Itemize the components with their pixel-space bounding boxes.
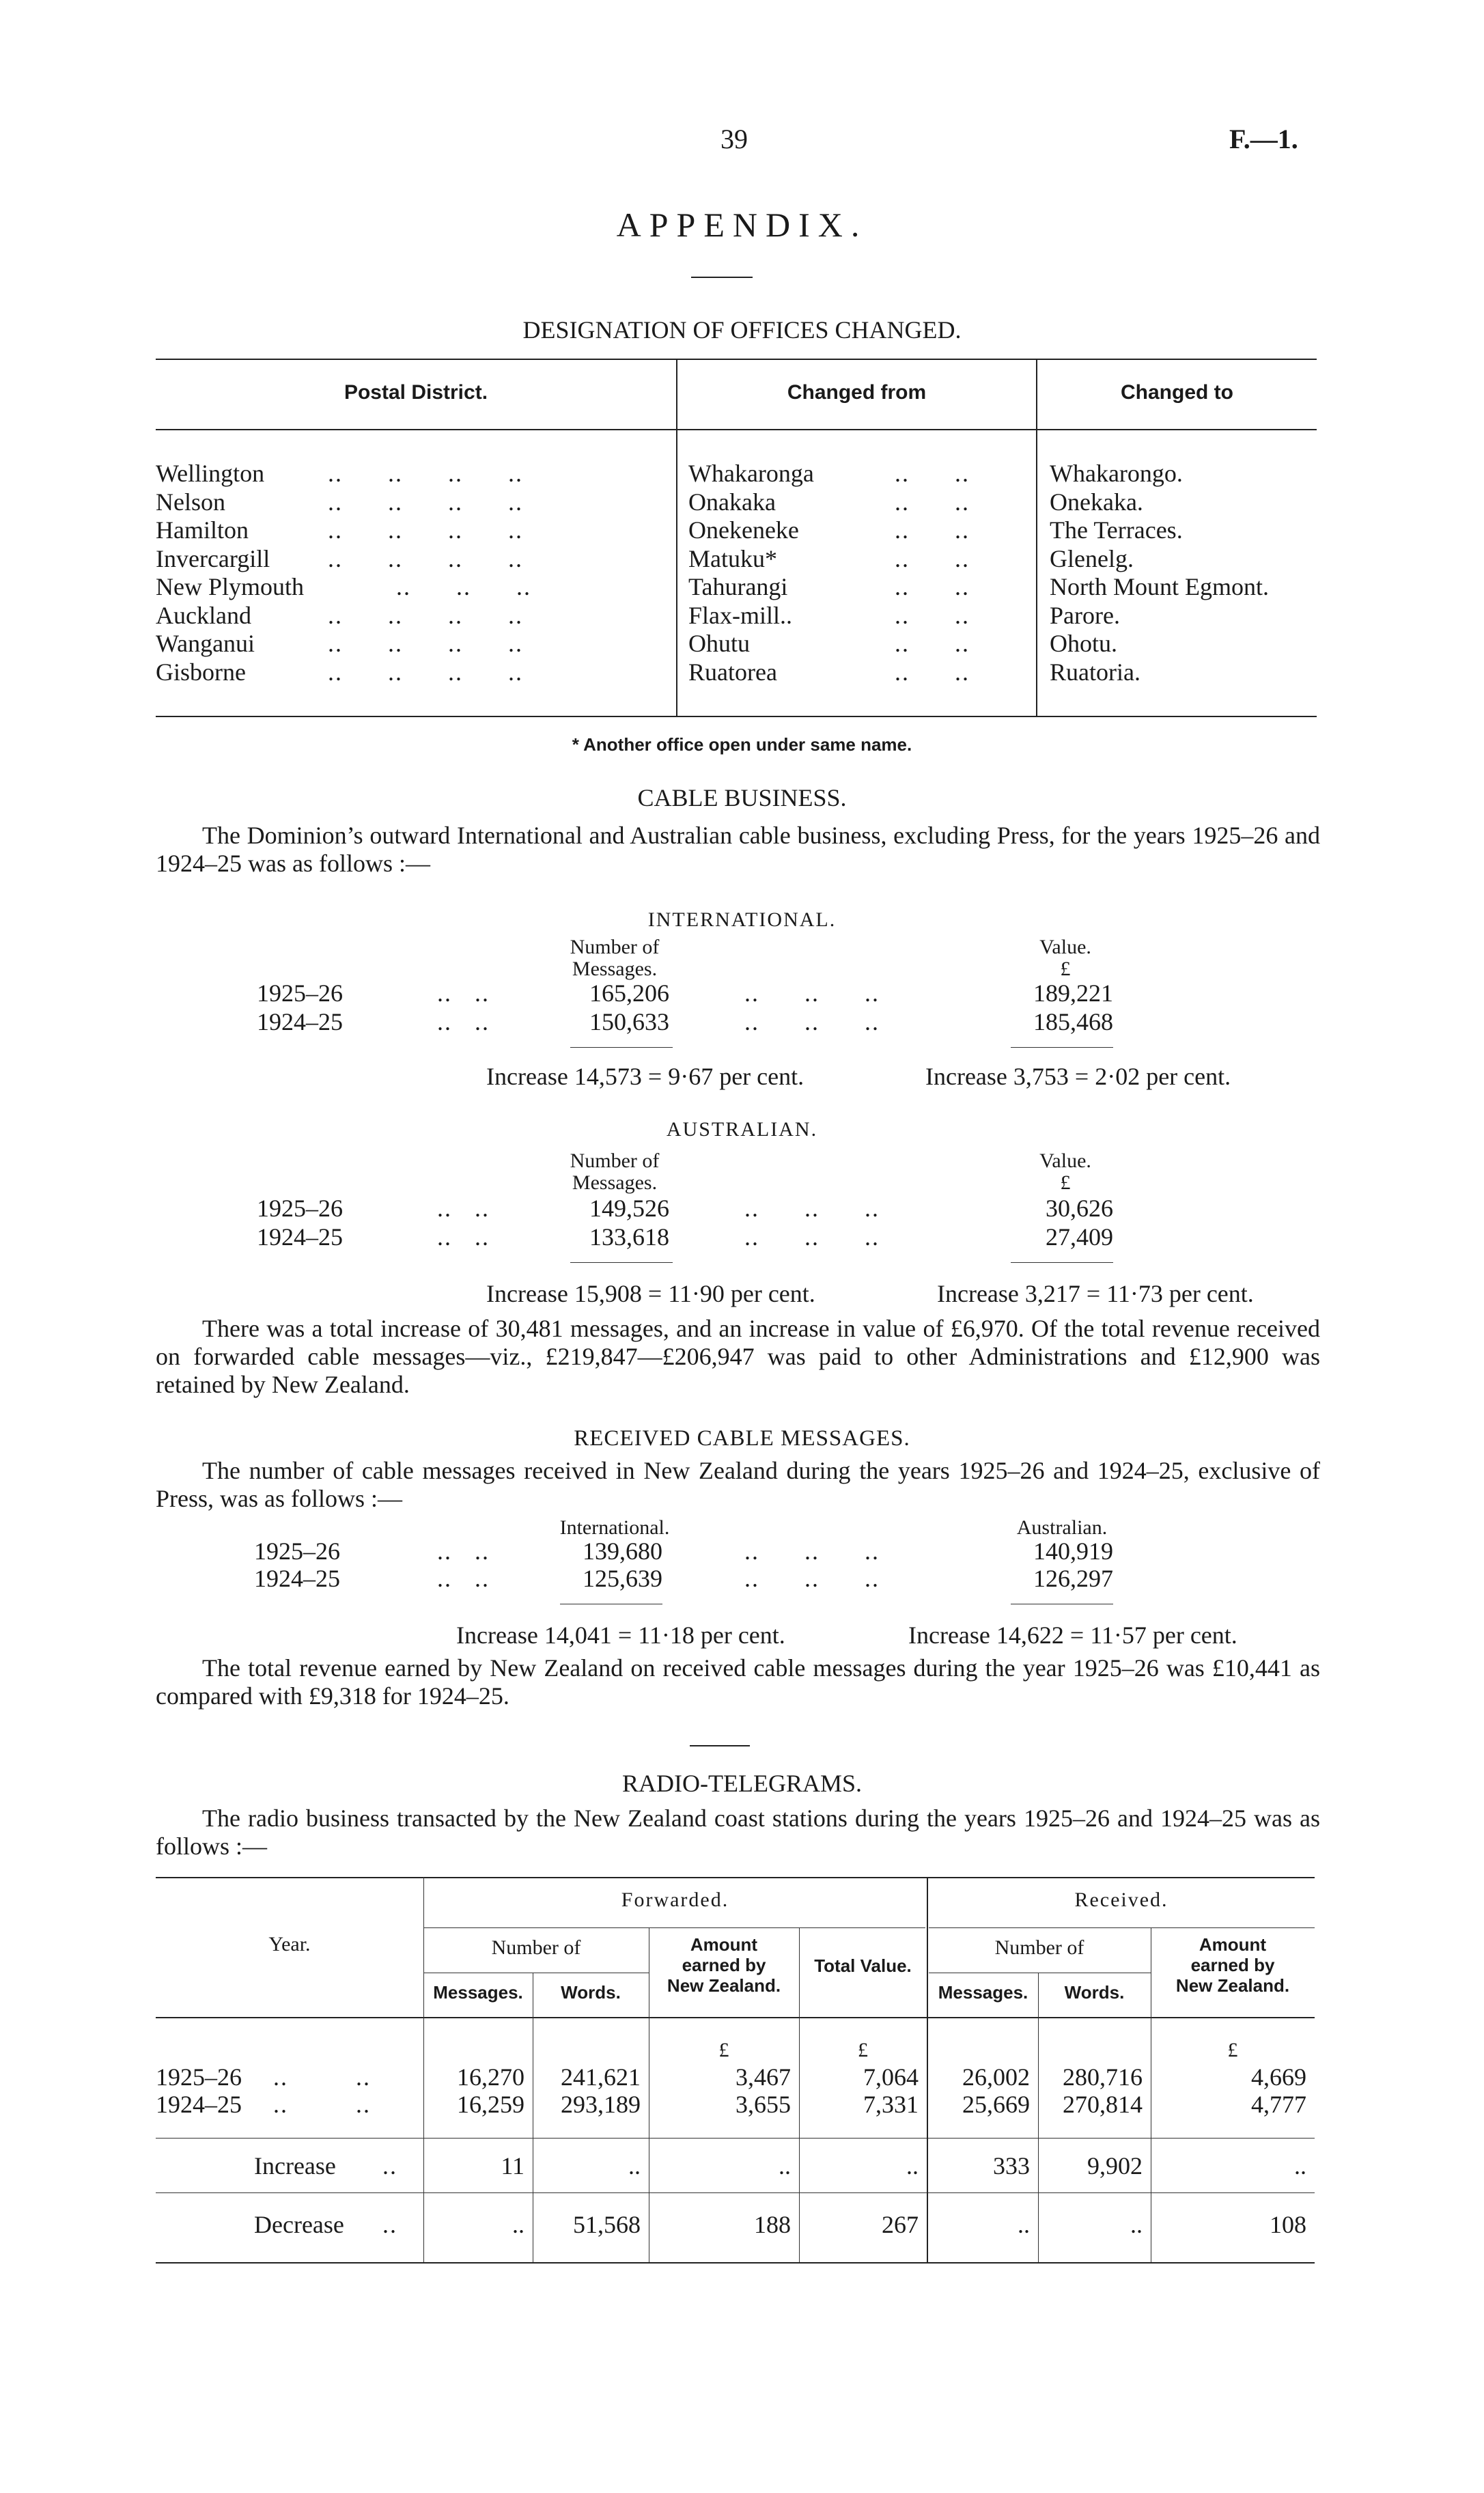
row-value: 3,655 bbox=[736, 2091, 791, 2118]
leader-dots: .. .. bbox=[895, 488, 970, 516]
row-value: 293,189 bbox=[561, 2091, 641, 2118]
changed-from: Whakaronga bbox=[688, 460, 814, 487]
leader-dots: .. .. bbox=[437, 1565, 490, 1592]
table-rule bbox=[156, 2262, 1315, 2264]
postal-district: Gisborne bbox=[156, 658, 246, 686]
received-col-australian: Australian. bbox=[1016, 1516, 1108, 1539]
received-row-international: 125,639 bbox=[583, 1565, 662, 1592]
changed-to: Onekaka. bbox=[1050, 488, 1143, 516]
table-rule bbox=[423, 1927, 925, 1928]
leader-dots: .. .. .. bbox=[744, 1008, 880, 1035]
leader-dots: .. .. bbox=[437, 1223, 490, 1251]
row-value: 16,259 bbox=[457, 2091, 524, 2118]
row-value: 241,621 bbox=[561, 2063, 641, 2091]
received-row-australian: 140,919 bbox=[1033, 1537, 1113, 1565]
table-rule bbox=[156, 359, 1317, 360]
australian-increase-messages: Increase 15,908 = 11·90 per cent. bbox=[486, 1280, 815, 1307]
changed-from: Matuku* bbox=[688, 544, 777, 572]
changed-to: Ruatoria. bbox=[1050, 658, 1140, 686]
leader-dots: .. .. bbox=[437, 1537, 490, 1565]
header-forwarded: Forwarded. bbox=[621, 1889, 729, 1911]
australian-col2b: £ bbox=[1060, 1171, 1071, 1194]
row-year: 1925–26 bbox=[156, 2063, 242, 2091]
row-value: 25,669 bbox=[962, 2091, 1030, 2118]
international-row-messages: 165,206 bbox=[589, 979, 669, 1007]
row-value: .. bbox=[1294, 2152, 1306, 2179]
received-summary-text: The total revenue earned by New Zealand on received cable messages during the year 1925–26 was £10,441 as compared with £9,318 for 1924–25. bbox=[156, 1654, 1320, 1710]
changed-to: North Mount Egmont. bbox=[1050, 573, 1269, 600]
leader-dots: .. bbox=[382, 2211, 397, 2238]
page-reference: F.—1. bbox=[1229, 124, 1298, 154]
leader-dots: .. .. bbox=[273, 2063, 371, 2091]
leader-dots: .. .. .. bbox=[744, 979, 880, 1007]
row-value: 11 bbox=[501, 2152, 524, 2179]
row-value: 16,270 bbox=[457, 2063, 524, 2091]
international-row-value: 185,468 bbox=[1033, 1008, 1113, 1035]
australian-row-year: 1925–26 bbox=[257, 1195, 343, 1222]
leader-dots: .. .. bbox=[895, 658, 970, 686]
row-value: 7,331 bbox=[863, 2091, 919, 2118]
header-year: Year. bbox=[268, 1933, 311, 1955]
sum-rule bbox=[570, 1262, 673, 1263]
header-postal-district: Postal District. bbox=[344, 381, 488, 404]
australian-col1: Number of bbox=[570, 1150, 660, 1172]
leader-dots: .. .. .. bbox=[744, 1195, 880, 1222]
pound-symbol: £ bbox=[858, 2039, 868, 2061]
table-rule bbox=[156, 1877, 1315, 1878]
leader-dots: .. .. .. bbox=[744, 1565, 880, 1592]
row-value: .. bbox=[1018, 2211, 1030, 2238]
divider bbox=[691, 277, 753, 278]
header-forwarded-number-of: Number of bbox=[491, 1936, 581, 1959]
table-column-rule bbox=[1036, 359, 1037, 716]
australian-col1b: Messages. bbox=[572, 1171, 658, 1194]
sum-rule bbox=[1011, 1262, 1113, 1263]
pound-symbol: £ bbox=[718, 2039, 729, 2061]
amount-line: earned by bbox=[682, 1955, 766, 1975]
leader-dots: .. .. bbox=[895, 516, 970, 544]
sum-rule bbox=[570, 1047, 673, 1048]
row-value: 188 bbox=[754, 2211, 791, 2238]
header-received-messages: Messages. bbox=[938, 1982, 1028, 2003]
postal-district: Auckland bbox=[156, 601, 251, 629]
australian-col2: Value. bbox=[1039, 1150, 1091, 1172]
international-row-messages: 150,633 bbox=[589, 1008, 669, 1035]
sum-rule bbox=[1011, 1047, 1113, 1048]
australian-increase-value: Increase 3,217 = 11·73 per cent. bbox=[937, 1280, 1254, 1307]
changed-to: Whakarongo. bbox=[1050, 460, 1183, 487]
leader-dots: .. .. bbox=[895, 573, 970, 600]
international-row-year: 1925–26 bbox=[257, 979, 343, 1007]
received-row-australian: 126,297 bbox=[1033, 1565, 1113, 1592]
changed-to: Parore. bbox=[1050, 601, 1120, 629]
international-col1: Number of bbox=[570, 936, 660, 958]
australian-row-year: 1924–25 bbox=[257, 1223, 343, 1251]
australian-row-value: 30,626 bbox=[1046, 1195, 1113, 1222]
leader-dots: .. .. bbox=[437, 979, 490, 1007]
international-row-value: 189,221 bbox=[1033, 979, 1113, 1007]
received-heading: RECEIVED CABLE MESSAGES. bbox=[574, 1426, 910, 1451]
row-value: .. bbox=[779, 2152, 791, 2179]
australian-heading: AUSTRALIAN. bbox=[666, 1118, 818, 1141]
australian-row-value: 27,409 bbox=[1046, 1223, 1113, 1251]
amount-line: New Zealand. bbox=[667, 1975, 781, 1996]
international-increase-messages: Increase 14,573 = 9·67 per cent. bbox=[486, 1063, 804, 1090]
leader-dots: .. .. .. .. bbox=[328, 516, 523, 544]
row-value: .. bbox=[512, 2211, 524, 2238]
header-forwarded-words: Words. bbox=[561, 1982, 621, 2003]
table-rule bbox=[156, 2192, 1315, 2193]
header-forwarded-messages: Messages. bbox=[433, 1982, 523, 2003]
received-row-year: 1925–26 bbox=[254, 1537, 340, 1565]
header-received-number-of: Number of bbox=[994, 1936, 1084, 1959]
pound-symbol: £ bbox=[1227, 2039, 1238, 2061]
leader-dots: .. .. .. .. bbox=[328, 460, 523, 487]
row-value: .. bbox=[628, 2152, 641, 2179]
table-rule bbox=[929, 1927, 1315, 1928]
amount-line: Amount bbox=[1199, 1934, 1267, 1955]
table-rule bbox=[156, 716, 1317, 717]
row-value: 270,814 bbox=[1063, 2091, 1143, 2118]
received-summary bbox=[156, 1654, 1320, 1710]
cable-intro-text: The Dominion’s outward International and Australian cable business, excluding Press, for the years 1925–26 and 1924–25 was as follows :— bbox=[156, 822, 1320, 877]
leader-dots: .. .. .. .. bbox=[328, 658, 523, 686]
received-increase-international: Increase 14,041 = 11·18 per cent. bbox=[456, 1621, 785, 1649]
leader-dots: .. .. .. bbox=[744, 1537, 880, 1565]
header-received-amount bbox=[1151, 1934, 1315, 1996]
table-rule bbox=[156, 429, 1317, 430]
international-increase-value: Increase 3,753 = 2·02 per cent. bbox=[925, 1063, 1231, 1090]
received-intro bbox=[156, 1457, 1320, 1513]
cable-summary bbox=[156, 1315, 1320, 1399]
appendix-title: APPENDIX. bbox=[616, 206, 868, 244]
row-value: 7,064 bbox=[863, 2063, 919, 2091]
cable-intro bbox=[156, 822, 1320, 878]
leader-dots: .. .. bbox=[895, 544, 970, 572]
header-changed-from: Changed from bbox=[787, 381, 927, 404]
row-value: 3,467 bbox=[736, 2063, 791, 2091]
row-value: 267 bbox=[882, 2211, 919, 2238]
header-total-value: Total Value. bbox=[814, 1955, 912, 1976]
changed-to: Glenelg. bbox=[1050, 544, 1134, 572]
received-row-year: 1924–25 bbox=[254, 1565, 340, 1592]
leader-dots: .. .. .. bbox=[744, 1223, 880, 1251]
leader-dots: .. .. bbox=[895, 460, 970, 487]
postal-district: Hamilton bbox=[156, 516, 249, 544]
changed-to: The Terraces. bbox=[1050, 516, 1183, 544]
leader-dots: .. .. .. .. bbox=[328, 601, 523, 629]
radio-intro-text: The radio business transacted by the New Zealand coast stations during the years 1925–26 and 1924–25 was as follows :— bbox=[156, 1805, 1320, 1860]
international-row-year: 1924–25 bbox=[257, 1008, 343, 1035]
table-rule bbox=[156, 2138, 1315, 2139]
leader-dots: .. .. bbox=[895, 601, 970, 629]
received-increase-australian: Increase 14,622 = 11·57 per cent. bbox=[908, 1621, 1237, 1649]
received-intro-text: The number of cable messages received in New Zealand during the years 1925–26 and 1924–25, exclusive of Press, was as follows :— bbox=[156, 1457, 1320, 1512]
row-value: 9,902 bbox=[1087, 2152, 1143, 2179]
row-value: 333 bbox=[993, 2152, 1030, 2179]
row-value: 4,777 bbox=[1251, 2091, 1306, 2118]
australian-row-messages: 133,618 bbox=[589, 1223, 669, 1251]
postal-district: Invercargill bbox=[156, 544, 270, 572]
leader-dots: .. .. bbox=[273, 2091, 371, 2118]
postal-district: Wellington bbox=[156, 460, 265, 487]
row-label: Increase bbox=[254, 2152, 336, 2179]
amount-line: Amount bbox=[690, 1934, 758, 1955]
leader-dots: .. .. bbox=[437, 1008, 490, 1035]
changed-to: Ohotu. bbox=[1050, 630, 1117, 657]
row-value: 51,568 bbox=[573, 2211, 641, 2238]
row-value: 280,716 bbox=[1063, 2063, 1143, 2091]
leader-dots: .. .. .. .. bbox=[328, 630, 523, 657]
postal-district: New Plymouth bbox=[156, 573, 305, 600]
leader-dots: .. .. bbox=[437, 1195, 490, 1222]
international-heading: INTERNATIONAL. bbox=[647, 908, 837, 931]
changed-from: Ohutu bbox=[688, 630, 750, 657]
changed-from: Onekeneke bbox=[688, 516, 799, 544]
postal-district: Nelson bbox=[156, 488, 225, 516]
cable-summary-text: There was a total increase of 30,481 messages, and an increase in value of £6,970. Of the total revenue received on forwarded cable messages—viz., £219,847—£206,947 was paid to other Administrations and £12,900 was retained by New Zealand. bbox=[156, 1315, 1320, 1398]
row-value: .. bbox=[906, 2152, 919, 2179]
received-col-international: International. bbox=[559, 1516, 670, 1539]
changed-from: Tahurangi bbox=[688, 573, 788, 600]
postal-district: Wanganui bbox=[156, 630, 255, 657]
row-value: 4,669 bbox=[1251, 2063, 1306, 2091]
radio-intro bbox=[156, 1805, 1320, 1861]
international-col1b: Messages. bbox=[572, 958, 658, 980]
leader-dots: .. bbox=[382, 2152, 397, 2179]
changed-from: Flax-mill.. bbox=[688, 601, 792, 629]
header-changed-to: Changed to bbox=[1121, 381, 1233, 404]
row-year: 1924–25 bbox=[156, 2091, 242, 2118]
row-value: 108 bbox=[1270, 2211, 1306, 2238]
row-value: .. bbox=[1130, 2211, 1143, 2238]
amount-line: New Zealand. bbox=[1175, 1975, 1290, 1996]
changed-from: Onakaka bbox=[688, 488, 776, 516]
leader-dots: .. .. .. .. bbox=[328, 488, 523, 516]
row-label: Decrease bbox=[254, 2211, 344, 2238]
table-rule bbox=[156, 2017, 1315, 2018]
header-forwarded-amount bbox=[649, 1934, 799, 1996]
australian-row-messages: 149,526 bbox=[589, 1195, 669, 1222]
header-received: Received. bbox=[1074, 1889, 1168, 1911]
cable-heading: CABLE BUSINESS. bbox=[637, 784, 847, 811]
international-col2b: £ bbox=[1060, 958, 1071, 980]
received-row-international: 139,680 bbox=[583, 1537, 662, 1565]
international-col2: Value. bbox=[1039, 936, 1091, 958]
changed-from: Ruatorea bbox=[688, 658, 777, 686]
leader-dots: .. .. .. bbox=[396, 573, 531, 600]
divider bbox=[690, 1745, 750, 1746]
designation-footnote: * Another office open under same name. bbox=[572, 734, 912, 755]
header-received-words: Words. bbox=[1064, 1982, 1125, 2003]
leader-dots: .. .. .. .. bbox=[328, 544, 523, 572]
designation-heading: DESIGNATION OF OFFICES CHANGED. bbox=[522, 316, 962, 344]
page-number: 39 bbox=[720, 124, 748, 154]
table-column-rule bbox=[676, 359, 677, 716]
radio-heading: RADIO-TELEGRAMS. bbox=[622, 1770, 862, 1797]
leader-dots: .. .. bbox=[895, 630, 970, 657]
row-value: 26,002 bbox=[962, 2063, 1030, 2091]
amount-line: earned by bbox=[1190, 1955, 1275, 1975]
